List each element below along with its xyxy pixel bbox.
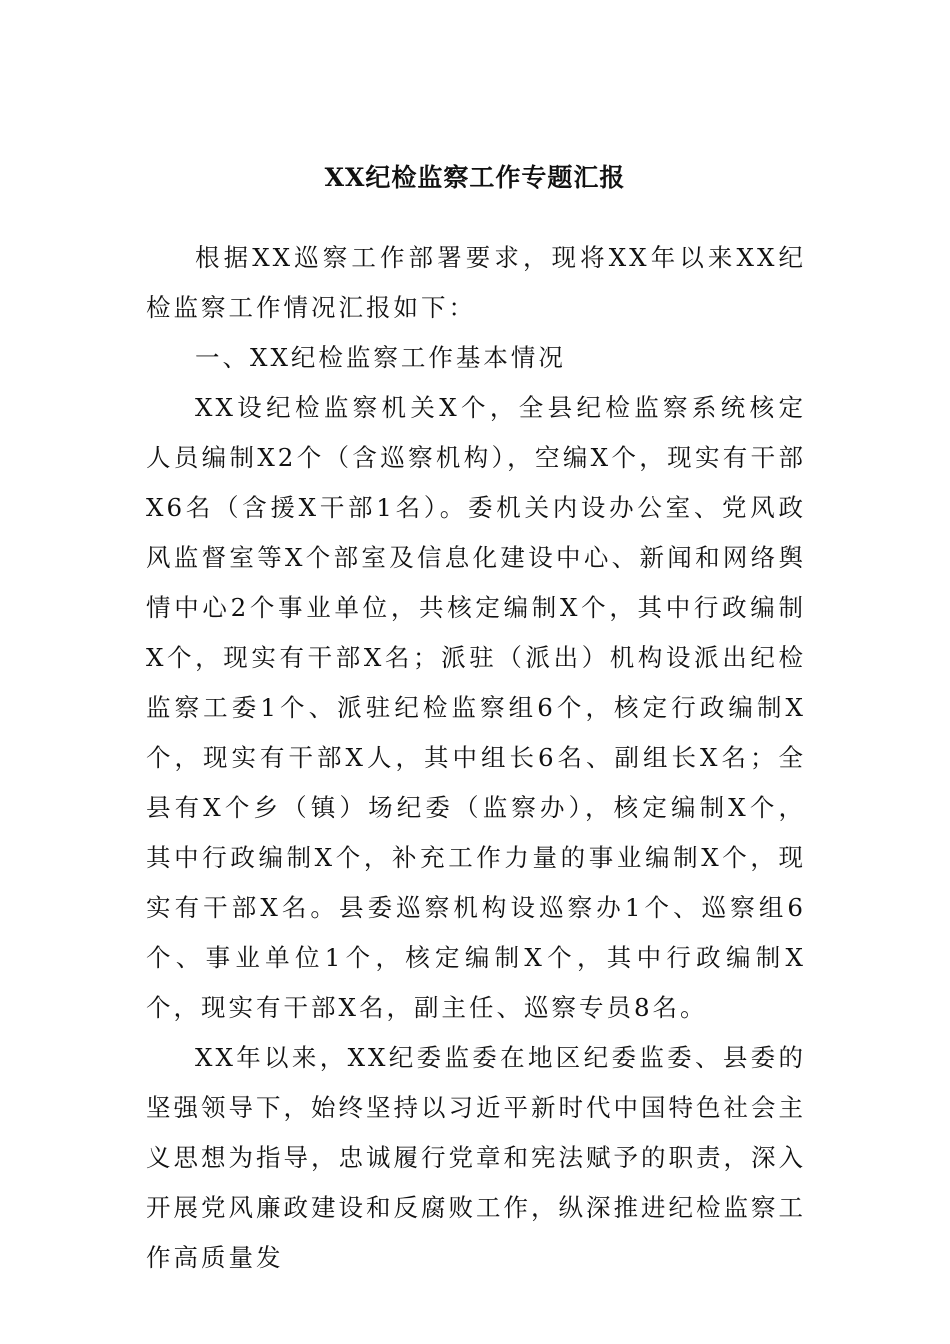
intro-paragraph: 根据XX巡察工作部署要求，现将XX年以来XX纪检监察工作情况汇报如下：: [146, 243, 806, 322]
document-body: [146, 233, 806, 1283]
work-summary-paragraph: XX年以来，XX纪委监委在地区纪委监委、县委的坚强领导下，始终坚持以习近平新时代中国特色社会主义思想为指导，忠诚履行党章和宪法赋予的职责，深入开展党风廉政建设和反腐败工作，纵深推进纪检监察工作高质量发: [146, 1043, 806, 1272]
document-title: XX纪检监察工作专题汇报: [324, 163, 626, 192]
staffing-paragraph: XX设纪检监察机关X个，全县纪检监察系统核定人员编制X2个（含巡察机构），空编X个，现实有干部X6名（含援X干部1名）。委机关内设办公室、党风政风监督室等X个部室及信息化建设中心、新闻和网络舆情中心2个事业单位，共核定编制X个，其中行政编制X个，现实有干部X名；派驻（派出）机构设派出纪检监察工委1个、派驻纪检监察组6个，核定行政编制X个，现实有干部X人，其中组长6名、副组长X名；全县有X个乡（镇）场纪委（监察办），核定编制X个，其中行政编制X个，补充工作力量的事业编制X个，现实有干部X名。县委巡察机构设巡察办1个、巡察组6个、事业单位1个，核定编制X个，其中行政编制X个，现实有干部X名，副主任、巡察专员8名。: [146, 393, 806, 1022]
section-heading: 一、XX纪检监察工作基本情况: [195, 343, 566, 372]
